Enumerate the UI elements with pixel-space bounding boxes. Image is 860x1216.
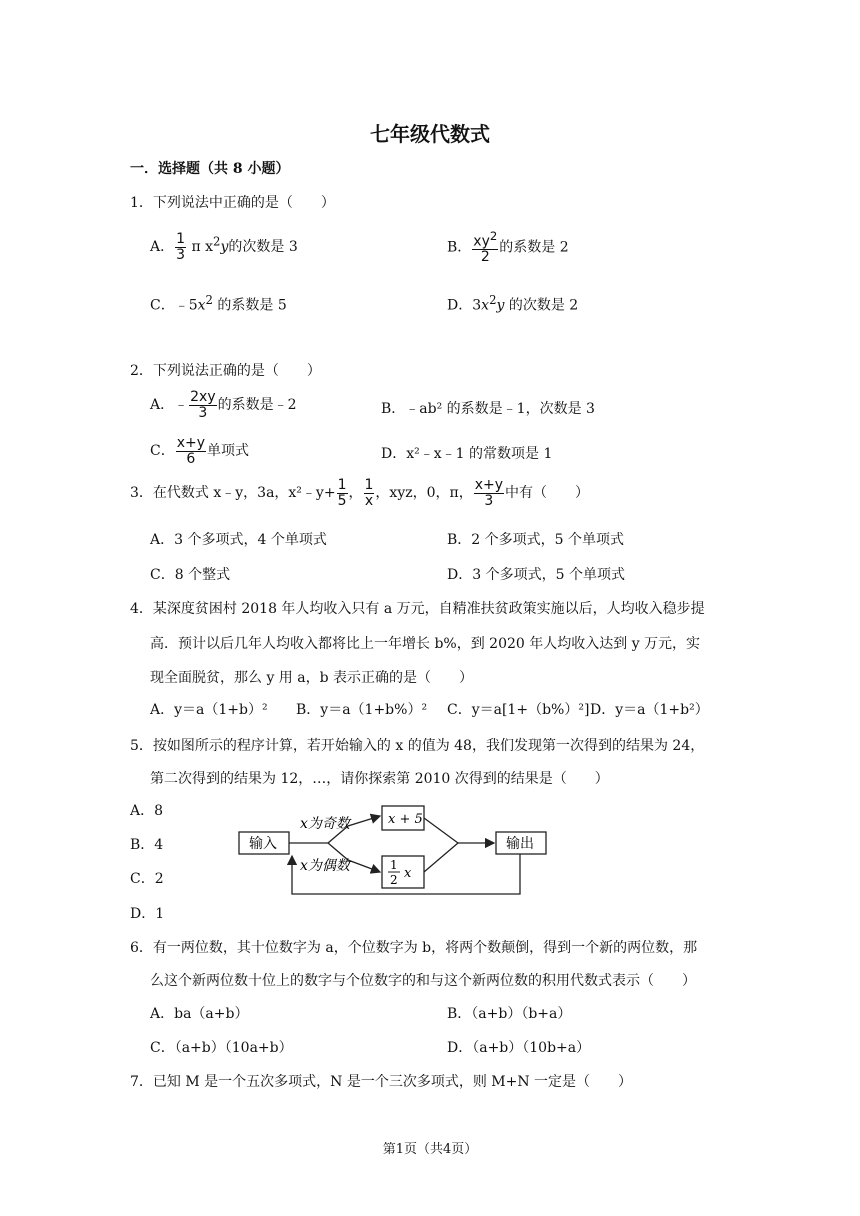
question-6-line-2: 么这个新两位数十位上的数字与个位数字的和与这个新两位数的积用代数式表示（ ） — [150, 973, 696, 989]
question-5-line-1: 5．按如图所示的程序计算，若开始输入的 x 的值为 48，我们发现第一次得到的结果为 24， — [130, 738, 705, 754]
question-6-option-c: C．（a+b）（10a+b） — [150, 1040, 293, 1056]
question-4-option-b: B．y＝a（1+b%）² — [296, 702, 428, 718]
flow-output-label: 输出 — [506, 836, 534, 852]
question-4-line-3: 现全面脱贫，那么 y 用 a，b 表示正确的是（ ） — [150, 670, 474, 686]
question-2-stem: 2．下列说法正确的是（ ） — [130, 363, 321, 379]
question-6-line-1: 6．有一两位数，其十位数字为 a，个位数字为 b，将两个数颠倒，得到一个新的两位数，那 — [130, 940, 698, 956]
flow-odd-label: x为奇数 — [300, 816, 350, 832]
question-4-option-d: D．y＝a（1+b²） — [590, 702, 709, 718]
svg-text:2: 2 — [390, 873, 398, 887]
flow-even-label: x为偶数 — [300, 858, 350, 874]
question-5-option-a: A．8 — [130, 803, 164, 819]
question-2-option-d: D．x²﹣x﹣1 的常数项是 1 — [381, 446, 553, 462]
question-1-option-a: A． $\frac{1}{3}$ π $x^2y$的次数是 3 — [150, 231, 298, 263]
question-2-option-c: C． $\frac{x+y}{6}$ 单项式 — [150, 435, 250, 467]
flow-plus-label: x + 5 — [388, 812, 423, 827]
svg-text:x: x — [404, 866, 412, 881]
question-4-line-2: 高．预计以后几年人均收入都将比上一年增长 b%，到 2020 年人均收入达到 y 万元，实 — [150, 636, 701, 652]
svg-text:1: 1 — [390, 858, 398, 872]
page-footer: 第1页（共4页） — [382, 1142, 478, 1157]
question-1-stem: 1．下列说法中正确的是（ ） — [130, 195, 335, 211]
section-heading: 一．选择题（共 8 小题） — [130, 161, 290, 177]
question-1-option-b: B． $\frac{xy^2}{2}$ 的系数是 2 — [447, 229, 569, 266]
question-5-option-d: D．1 — [130, 906, 165, 922]
flow-input-label: 输入 — [249, 836, 277, 852]
page-title: 七年级代数式 — [370, 122, 490, 146]
question-6-option-a: A．ba（a+b） — [150, 1006, 249, 1022]
question-6-option-b: B．（a+b）（b+a） — [447, 1006, 572, 1022]
question-1-option-d: D．$3x^2y$ 的次数是 2 — [447, 293, 579, 314]
question-3-option-b: B．2 个多项式，5 个单项式 — [447, 532, 625, 548]
question-5-option-c: C．2 — [130, 871, 164, 887]
question-7-stem: 7．已知 M 是一个五次多项式，N 是一个三次多项式，则 M+N 一定是（ ） — [130, 1074, 633, 1090]
question-3-option-a: A．3 个多项式，4 个单项式 — [150, 532, 327, 548]
question-3-option-d: D．3 个多项式，5 个单项式 — [447, 567, 625, 583]
question-1-option-c: C．$﹣5x^2$ 的系数是 5 — [150, 293, 287, 314]
question-2-option-a: A．﹣ $\frac{2xy}{3}$ 的系数是﹣2 — [150, 389, 297, 421]
flow-half-label — [388, 858, 412, 887]
question-5-option-b: B．4 — [130, 837, 164, 853]
question-3-option-c: C．8 个整式 — [150, 567, 231, 583]
question-4-option-a: A．y＝a（1+b）² — [150, 702, 268, 718]
question-4-option-c: C．y＝a[1+（b%）²] — [447, 702, 590, 718]
question-4-line-1: 4．某深度贫困村 2018 年人均收入只有 a 万元，自精准扶贫政策实施以后，人均收入稳步提 — [130, 601, 705, 617]
question-6-option-d: D．（a+b）（10b+a） — [447, 1040, 591, 1056]
question-2-option-b: B．﹣ab² 的系数是﹣1，次数是 3 — [381, 401, 595, 417]
flowchart-diagram — [230, 796, 550, 900]
question-3-stem: 3．在代数式 x﹣y，3a，x²﹣y+ $\frac{1}{5}$ ， $\frac{1}{x}$ ，xyz，0，π， $\frac{x+y}{3}$ 中有（ ） — [130, 477, 590, 509]
question-5-line-2: 第二次得到的结果为 12，…，请你探索第 2010 次得到的结果是（ ） — [150, 771, 609, 787]
